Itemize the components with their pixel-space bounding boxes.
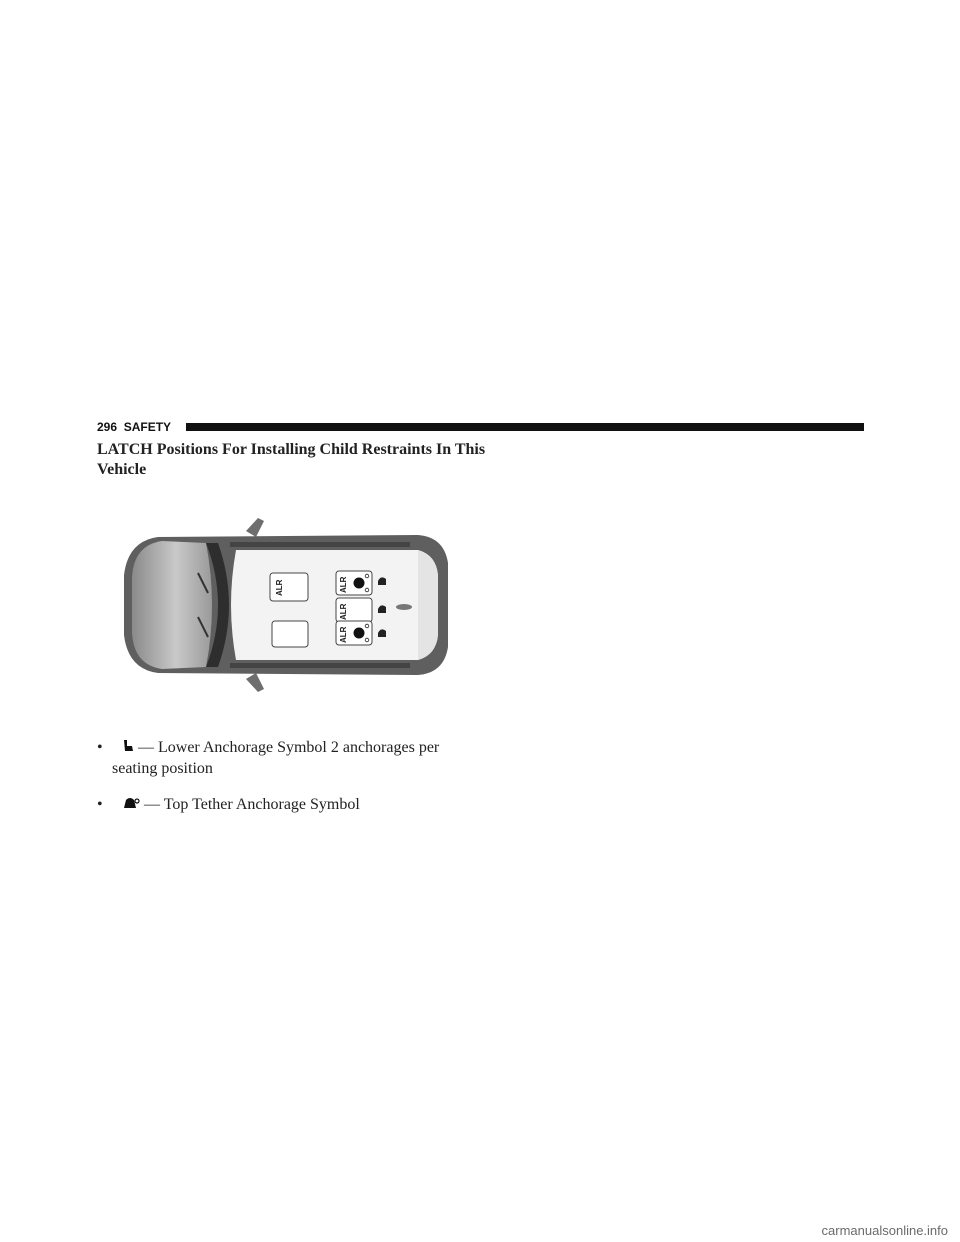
bullet: • bbox=[97, 796, 103, 813]
vehicle-latch-diagram bbox=[118, 515, 456, 695]
vehicle-top-view bbox=[118, 515, 456, 695]
seat-label: ALR bbox=[275, 579, 284, 596]
lower-anchorage-marker bbox=[354, 628, 365, 639]
rear-handle bbox=[396, 604, 412, 610]
side-mirror-top bbox=[246, 518, 264, 537]
section-name: SAFETY bbox=[123, 420, 172, 434]
seat-label: ALR bbox=[339, 603, 348, 620]
lower-anchorage-icon bbox=[122, 739, 134, 759]
page-number: 296 bbox=[97, 420, 118, 434]
bullet: • bbox=[97, 739, 103, 756]
rear-hatch bbox=[418, 550, 438, 660]
seat-label: ALR bbox=[339, 576, 348, 593]
side-mirror-bottom bbox=[246, 673, 264, 692]
legend-text: — Lower Anchorage Symbol 2 anchorages per seating position bbox=[112, 739, 440, 777]
legend-item-lower-anchorage bbox=[97, 738, 487, 779]
page-header bbox=[97, 419, 864, 435]
page-header-label bbox=[97, 419, 171, 435]
roof-rail-bottom bbox=[230, 663, 410, 668]
header-rule bbox=[186, 423, 864, 431]
roof-rail-top bbox=[230, 542, 410, 547]
seat-label: ALR bbox=[339, 626, 348, 643]
watermark: carmanualsonline.info bbox=[821, 1223, 948, 1238]
symbol-legend bbox=[97, 738, 487, 832]
legend-item-top-tether bbox=[97, 795, 487, 816]
car-hood bbox=[132, 541, 212, 669]
legend-text: — Top Tether Anchorage Symbol bbox=[144, 796, 360, 813]
top-tether-icon bbox=[122, 796, 140, 816]
section-title: LATCH Positions For Installing Child Restraints In This Vehicle bbox=[97, 441, 486, 478]
driver-seat bbox=[272, 621, 308, 647]
lower-anchorage-marker bbox=[354, 578, 365, 589]
